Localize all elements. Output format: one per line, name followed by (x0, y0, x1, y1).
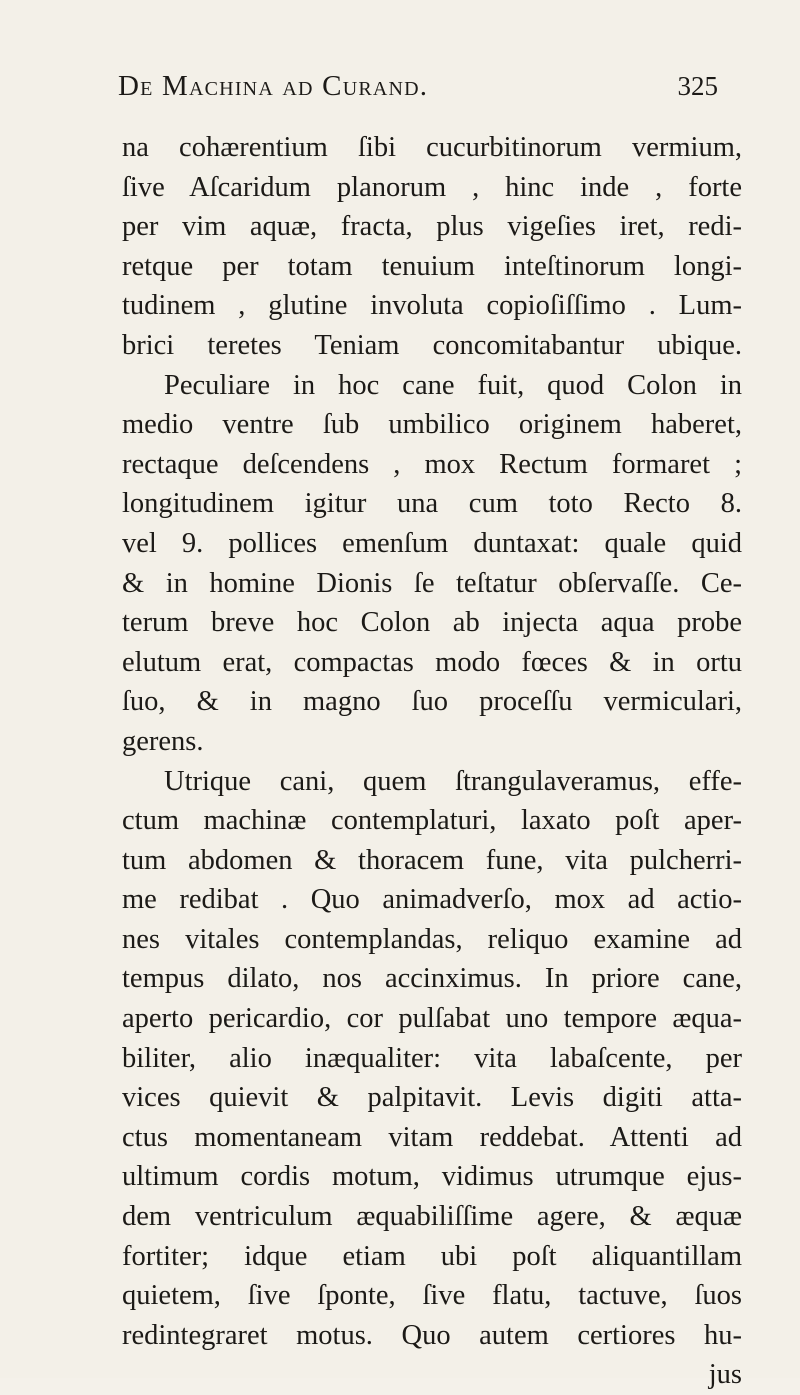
catchword: jus (708, 1359, 742, 1391)
text-line: longitudinem igitur una cum toto Recto 8. (122, 488, 742, 520)
text-line: ultimum cordis motum, vidimus utrumque ejus- (122, 1161, 742, 1193)
text-line: terum breve hoc Colon ab injecta aqua probe (122, 607, 742, 639)
text-line: redintegraret motus. Quo autem certiores hu- (122, 1319, 742, 1351)
text-line: medio ventre ſub umbilico originem haberet, (122, 409, 742, 441)
text-line: nes vitales contemplandas, reliquo examine ad (122, 923, 742, 955)
running-title: De Machina ad Curand. (118, 70, 429, 102)
text-line: vel 9. pollices emenſum duntaxat: quale quid (122, 527, 742, 559)
text-line: quietem, ſive ſponte, ſive flatu, tactuve, ſuos (122, 1280, 742, 1312)
text-line: fortiter; idque etiam ubi poſt aliquantillam (122, 1240, 742, 1272)
text-line: rectaque deſcendens , mox Rectum formaret ; (122, 448, 742, 480)
text-line: ſive Aſcaridum planorum , hinc inde , forte (122, 171, 742, 203)
text-line: dem ventriculum æquabiliſſime agere, & æquæ (122, 1201, 742, 1233)
page-header (118, 70, 718, 106)
text-line: retque per totam tenuium inteſtinorum longi- (122, 250, 742, 282)
text-line: tum abdomen & thoracem fune, vita pulcherri- (122, 844, 742, 876)
text-line: & in homine Dionis ſe teſtatur obſervaſſe. Ce- (122, 567, 742, 599)
text-line: aperto pericardio, cor pulſabat uno tempore æqua- (122, 1003, 742, 1035)
text-line: Utrique cani, quem ſtrangulaveramus, effe- (164, 765, 742, 797)
text-line: vices quievit & palpitavit. Levis digiti atta- (122, 1082, 742, 1114)
text-line: na cohærentium ſibi cucurbitinorum vermium, (122, 132, 742, 163)
text-line: elutum erat, compactas modo fœces & in ortu (122, 646, 742, 678)
page-number: 325 (677, 71, 718, 101)
text-line: ctum machinæ contemplaturi, laxato poſt aper- (122, 805, 742, 837)
text-line: per vim aquæ, fracta, plus vigeſies iret, redi- (122, 211, 742, 243)
text-line: tempus dilato, nos accinximus. In priore cane, (122, 963, 742, 995)
body-text (122, 128, 742, 1395)
text-line: gerens. (122, 725, 204, 757)
text-line: biliter, alio inæqualiter: vita labaſcente, per (122, 1042, 742, 1074)
text-line: ctus momentaneam vitam reddebat. Attenti ad (122, 1121, 742, 1153)
text-line: Peculiare in hoc cane fuit, quod Colon in (164, 369, 742, 401)
text-line: brici teretes Teniam concomitabantur ubique. (122, 329, 742, 361)
text-line: ſuo, & in magno ſuo proceſſu vermiculari, (122, 686, 742, 718)
text-line: me redibat . Quo animadverſo, mox ad actio- (122, 884, 742, 916)
text-line: tudinem , glutine involuta copioſiſſimo . Lum- (122, 290, 742, 322)
